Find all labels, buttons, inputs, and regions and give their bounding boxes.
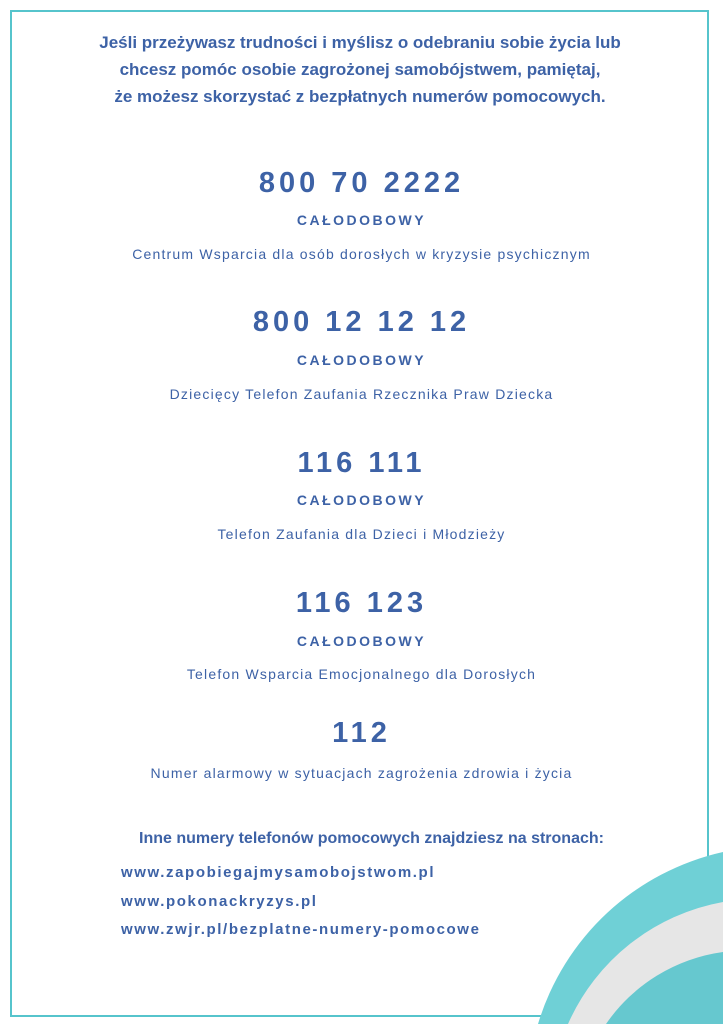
helpline-number[interactable]: 800 70 2222 <box>258 167 465 199</box>
website-link[interactable]: www.zapobiegajmysamobojstwom.pl <box>121 864 436 881</box>
helpline-number[interactable]: 800 12 12 12 <box>252 306 471 338</box>
availability-badge: CAŁODOBOWY <box>296 492 427 508</box>
more-numbers-heading: Inne numery telefonów pomocowych znajdziesz na stronach: <box>139 830 604 847</box>
helpline-number[interactable]: 112 <box>332 717 391 749</box>
helpline-description: Telefon Wsparcia Emocjonalnego dla Dorosłych <box>186 666 537 682</box>
helpline-description: Numer alarmowy w sytuacjach zagrożenia zdrowia i życia <box>150 765 573 781</box>
intro-line-1: Jeśli przeżywasz trudności i myślisz o odebraniu sobie życia lub <box>99 33 621 52</box>
helpline-description: Dziecięcy Telefon Zaufania Rzecznika Praw Dziecka <box>169 386 554 402</box>
intro-line-2: chcesz pomóc osobie zagrożonej samobójstwem, pamiętaj, <box>119 60 601 79</box>
availability-badge: CAŁODOBOWY <box>296 352 427 368</box>
helpline-description: Telefon Zaufania dla Dzieci i Młodzieży <box>217 526 506 542</box>
intro-text <box>50 29 670 110</box>
helpline-description: Centrum Wsparcia dla osób dorosłych w kryzysie psychicznym <box>132 246 591 262</box>
helpline-number[interactable]: 116 111 <box>297 447 426 479</box>
intro-line-3: że możesz skorzystać z bezpłatnych numerów pomocowych. <box>114 87 606 106</box>
website-link[interactable]: www.zwjr.pl/bezplatne-numery-pomocowe <box>121 921 481 938</box>
availability-badge: CAŁODOBOWY <box>296 212 427 228</box>
helpline-number[interactable]: 116 123 <box>295 587 428 619</box>
availability-badge: CAŁODOBOWY <box>296 633 427 649</box>
website-link[interactable]: www.pokonackryzys.pl <box>121 893 318 910</box>
